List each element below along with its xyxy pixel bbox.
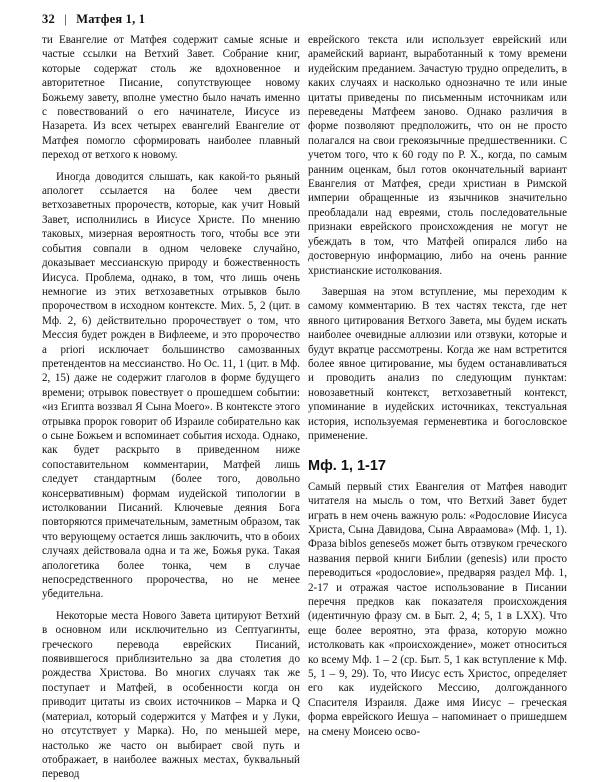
running-header xyxy=(42,12,145,27)
page-number: 32 xyxy=(42,12,55,26)
paragraph: еврейского текста или использует еврейский или арамейский вариант, выработанный к тому времени иудейским преданием. Зачастую трудно определить, в каких случаях и насколько однозначно те или иные цитаты приведены по письменным источникам или переведены Матфеем заново. Однако различия в форме позволяют предположить, что он не просто полагался на свои грекоязычные предшественники. С учетом того, что к 60 году по Р. Х., когда, по самым ранним оценкам, был готов окончательный вариант Евангелия от Матфея, среди христиан в Римской империи обращенные из язычников значительно преобладали над евреями, столь последовательные признаки еврейского происхождения не могут не убеждать в том, что Матфей опирался либо на достоверную информацию, либо на очень ранние христианские истолкования. xyxy=(308,34,567,277)
running-title: Матфея 1, 1 xyxy=(76,12,146,26)
section-heading: Мф. 1, 1-17 xyxy=(308,458,386,475)
paragraph: ти Евангелие от Матфея содержит самые ясные и частые ссылки на Ветхий Завет. Собрание книг, которые содержат столь же вдохновенное и авторитетное Писание, сопутствующее новому Божьему завету, вполне уместно было начать именно с повествований о его начинателе, Иисусе из Назарета. Из всех четырех евангелий Евангелие от Матфея помогло сформировать наиболее плавный переход от ветхого к новому. xyxy=(42,34,300,162)
header-separator: | xyxy=(64,12,67,26)
paragraph: Некоторые места Нового Завета цитируют Ветхий в основном или исключительно из Септуагинты, греческого перевода еврейских Писаний, появившегося приблизительно за два столетия до рождества Христова. Во многих случаях так же поступает и Матфей, в особенности когда он приводит цитаты из своих источников – Марка и Q (материал, который содержится у Матфея и у Луки, но отсутствует у Марка). Но, по меньшей мере, настолько же часто он выбирает свой путь и отображает, в наиболее важных местах, буквальный перевод xyxy=(42,609,300,781)
left-column xyxy=(42,33,300,782)
paragraph: Завершая на этом вступление, мы переходим к самому комментарию. В тех частях текста, где нет явного цитирования Ветхого Завета, мы будем искать наиболее очевидные аллюзии или отзвуки, которые и будут вкратце рассмотрены. Когда же нам встретится более явное цитирование, мы будем останавливаться и проводить анализ по следующим пунктам: новозаветный контекст, ветхозаветный контекст, упоминание в иудейских источниках, текстуальная история, используемая герменевтика и богословское применение. xyxy=(308,285,567,442)
paragraph: Иногда доводится слышать, как какой-то рьяный апологет ссылается на более чем двести ветхозаветных пророчеств, которые, как учит Новый Завет, исполнились в Иисусе Христе. По мнению таковых, мизерная вероятность того, чтобы все эти события совпали в одном человеке случайно, доказывает мессианскую природу и божественность Иисуса. Проблема, однако, в том, что лишь очень немногие из этих ветхозаветных отрывков было пророчеством в исходном контексте. Мих. 5, 2 (цит. в Мф. 2, 6) действительно пророчествует о том, что Мессия будет рожден в Вифлееме, и это пророчество a priori исключает большинство самозванных претендентов на мессианство. Но Ос. 11, 1 (цит. в Мф. 2, 15) даже не содержит глаголов в форме будущего времени; отрывок повествует о прошедшем событии: «из Египта воззвал Я Сына Моего». В контексте этого отрывка пророк говорит об Израиле собирательно как о сыне Божьем и вспоминает события исхода. Однако, как будет раскрыто в приведенном ниже сопоставительном комментарии, Матфей лишь следует стандартным (более того, довольно консервативным) формам иудейской типологии в истолковании Писаний. Ключевые деяния Бога повторяются примечательным, заметным образом, так что верующему остается лишь заключить, что в обоих случаях действовала одна и та же, Божья рука. Такая апологетика более тонка, чем в случае непосредственного пророчества, но не менее убедительна. xyxy=(42,170,300,601)
right-column xyxy=(308,33,567,739)
paragraph: Самый первый стих Евангелия от Матфея наводит читателя на мысль о том, что Ветхий Завет будет играть в нем очень важную роль: «Родословие Иисуса Христа, Сына Давидова, Сына Авраамова» (Мф. 1, 1). Фраза biblos geneseōs может быть отзвуком греческого названия первой книги Библии (genesis) или просто переводиться «родословие», предваряя раздел Мф. 1, 2-17 и отражая частое использование в Писании перечня предков как показателя происхождения (идентичную фразу см. в Быт. 2, 4; 5, 1 в LXX). Что еще более вероятно, эта фраза, которую можно истолковать как «происхождение», может относиться ко всему Мф. 1 – 2 (ср. Быт. 5, 1 как вступление к Мф. 5, 1 – 9, 29). То, что Иисус есть Христос, определяет его как иудейского Мессию, долгожданного Спасителя Израиля. Даже имя Иисус – греческая форма еврейского Иешуа – напоминает о пришедшем на смену Моисею осво- xyxy=(308,480,567,738)
